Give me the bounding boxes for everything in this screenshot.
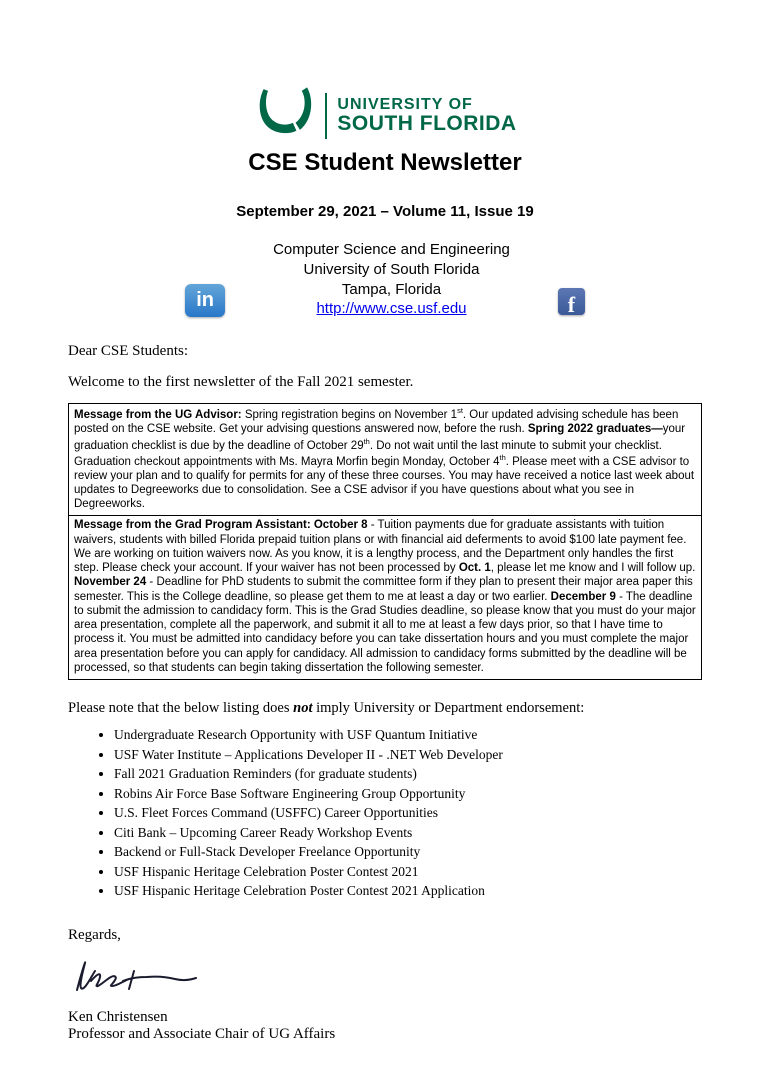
- contact-department: Computer Science and Engineering: [273, 241, 510, 258]
- cse-website-link[interactable]: http://www.cse.usf.edu: [316, 300, 467, 318]
- signature-image: [70, 952, 702, 1003]
- announcement-item: • Robins Air Force Base Software Engineering Group Opportunity: [114, 786, 702, 802]
- announcement-item: • Backend or Full-Stack Developer Freelance Opportunity: [114, 844, 702, 860]
- endorsement-note: Please note that the below listing does not imply University or Department endorsement:: [68, 700, 585, 717]
- announcement-item: • USF Hispanic Heritage Celebration Poster Contest 2021: [114, 864, 702, 880]
- logo-line1: UNIVERSITY OF: [337, 95, 473, 113]
- greeting: Dear CSE Students:: [68, 343, 188, 360]
- announcement-item: • U.S. Fleet Forces Command (USFFC) Career Opportunities: [114, 805, 702, 821]
- announcement-item: • USF Hispanic Heritage Celebration Poster Contest 2021 Application: [114, 883, 702, 899]
- contact-block: [273, 240, 510, 319]
- logo-line2: SOUTH FLORIDA: [337, 111, 517, 135]
- contact-university: University of South Florida: [303, 260, 480, 278]
- contact-row: [68, 240, 702, 319]
- closing-name: Ken Christensen: [68, 1009, 168, 1026]
- closing-regards: Regards,: [68, 927, 121, 944]
- page-title: CSE Student Newsletter: [248, 149, 522, 176]
- announcement-item: • USF Water Institute – Applications Developer II - .NET Web Developer: [114, 747, 702, 763]
- logo-divider: [325, 93, 327, 139]
- ug-advisor-message: Message from the UG Advisor: Spring registration begins on November 1st. Our updated advising schedule has been posted on the CSE website. Get your advising questions answered now, before the rush. Spring 2022 graduates—your graduation checklist is due by the deadline of October 29th. Do not wait until the last minute to submit your checklist. Graduation checkout appointments with Ms. Mayra Morfin begin Monday, October 4th. Please meet with a CSE advisor to review your plan and to qualify for permits for any of these three courses. You may have received a notice last week about updates to Degreeworks due to consolidation. See a CSE advisor if you have questions about what you see in Degreeworks.: [74, 406, 695, 511]
- contact-city: Tampa, Florida: [341, 280, 442, 298]
- usf-bull-horns-icon: [253, 86, 315, 145]
- announcement-item: • Undergraduate Research Opportunity with USF Quantum Initiative: [114, 727, 702, 743]
- advisor-messages-box: [68, 403, 702, 680]
- intro-line: Welcome to the first newsletter of the Fall 2021 semester.: [68, 374, 414, 391]
- announcement-item: • Citi Bank – Upcoming Career Ready Workshop Events: [114, 825, 702, 841]
- usf-logo: [68, 86, 702, 145]
- grad-program-message: Message from the Grad Program Assistant: October 8 - Tuition payments due for graduate assistants with tuition waivers, students with billed Florida prepaid tuition plans or with financial aid deferments to avoid $100 late payment fee. We are working on tuition waivers now. As you know, it is a lengthy process, and the Department only handles the first step. Please check your account. If your waiver has not been processed by Oct. 1, please let me know and I will follow up. November 24 - Deadline for PhD students to submit the committee form if they plan to present their major area paper this semester. This is the College deadline, so please get them to me at least a day or two earlier. December 9 - The deadline to submit the admission to candidacy form. This is the Grad Studies deadline, so please know that you must do your major area presentation, complete all the paperwork, and submit it all to me at least a few days prior, so that I have time to process it. You must be admitted into candidacy before you can take dissertation hours and you must complete the major area presentation before you can apply for candidacy. All admission to candidacy forms submitted by the deadline will be processed, so that students can begin taking dissertation the following semester.: [69, 515, 701, 679]
- facebook-icon[interactable]: f: [558, 288, 585, 315]
- issue-line: September 29, 2021 – Volume 11, Issue 19: [236, 203, 534, 220]
- closing-role: Professor and Associate Chair of UG Affairs: [68, 1026, 336, 1043]
- announcement-list: [68, 727, 702, 899]
- logo-wordmark: [337, 96, 516, 136]
- announcement-item: • Fall 2021 Graduation Reminders (for graduate students): [114, 766, 702, 782]
- linkedin-icon[interactable]: in: [185, 284, 225, 317]
